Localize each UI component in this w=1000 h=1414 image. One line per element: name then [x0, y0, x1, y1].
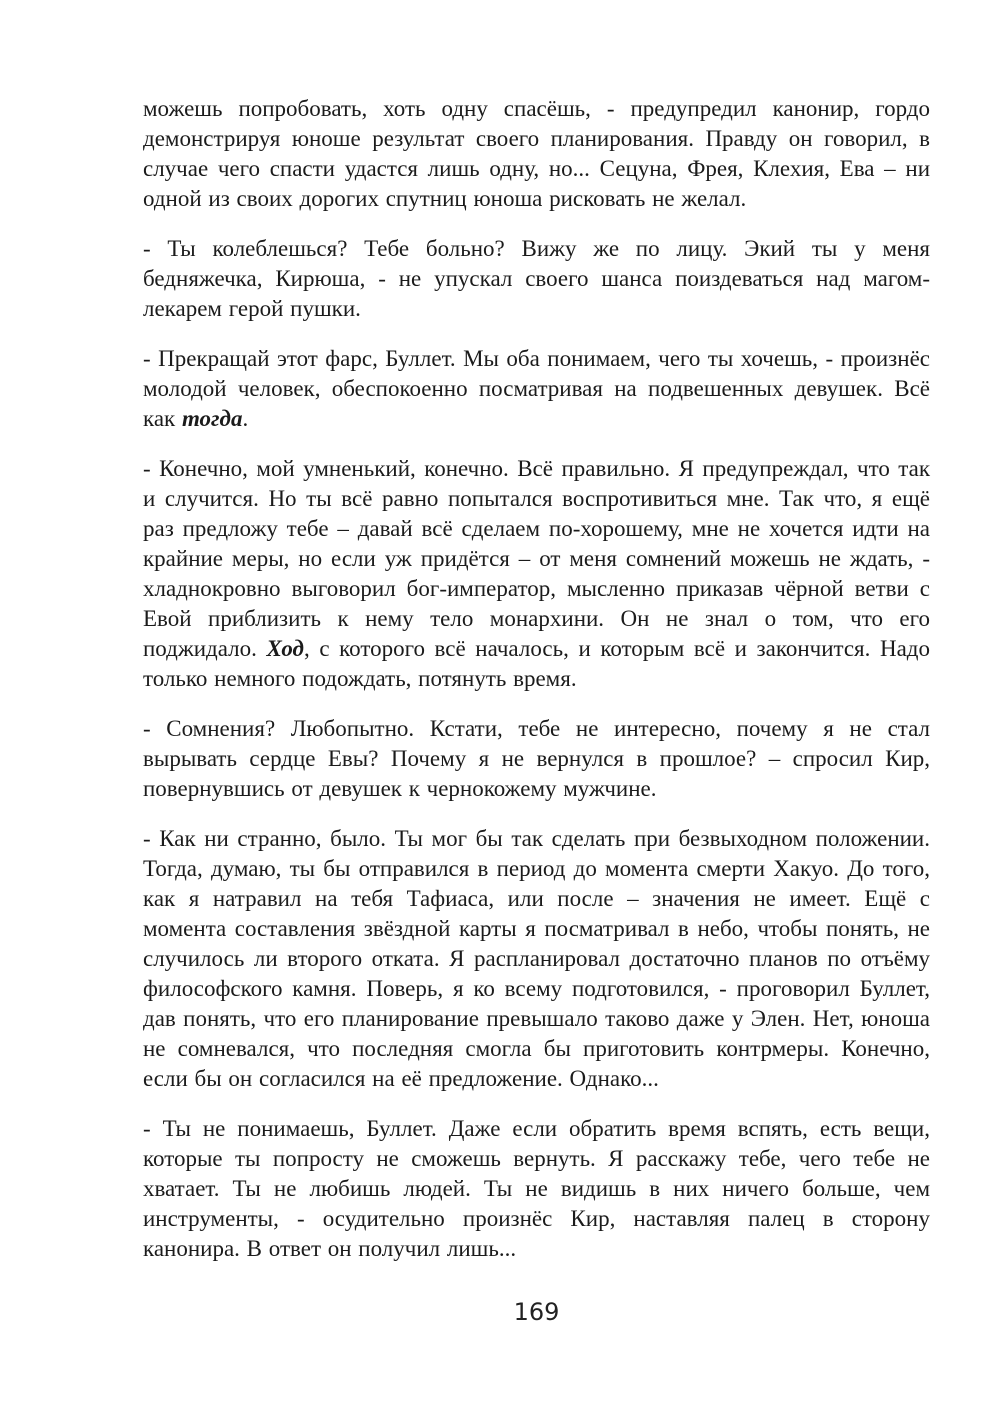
paragraph — [143, 1114, 930, 1264]
body-text: - Как ни странно, было. Ты мог бы так сделать при безвыходном положении. Тогда, думаю, ты бы отправился в период до момента смерти Хакуо. До того, как я натравил на тебя Тафиаса, или после – значения не имеет. Ещё с момента составления звёздной карты я посматривал в небо, чтобы понять, не случилось ли второго отката. Я распланировал достаточно планов по отъёму философского камня. Поверь, я ко всему подготовился, - проговорил Буллет, дав понять, что его планирование превышало таково даже у Элен. Нет, юноша не сомневался, что последняя смогла бы приготовить контрмеры. Конечно, если бы он согласился на её предложение. Однако... — [143, 826, 930, 1091]
paragraph — [143, 344, 930, 434]
body-text: - Конечно, мой умненький, конечно. Всё правильно. Я предупреждал, что так и случится. Но ты всё равно попытался воспротивиться мне. Так что, я ещё раз предложу тебе – давай всё сделаем по-хорошему, мне не хочется идти на крайние меры, но если уж придётся – от меня сомнений можешь не ждать, - хладнокровно выговорил бог-император, мысленно приказав чёрной ветви с Евой приблизить к нему тело монархини. Он не знал о том, что его поджидало. — [143, 456, 930, 661]
body-text: , с которого всё началось, и которым всё и закончится. Надо только немного подождать, потянуть время. — [143, 636, 930, 691]
body-text: можешь попробовать, хоть одну спасёшь, - предупредил канонир, гордо демонстрируя юноше результат своего планирования. Правду он говорил, в случае чего спасти удастся лишь одну, но... Сецуна, Фрея, Клехия, Ева – ни одной из своих дорогих спутниц юноша рисковать не желал. — [143, 96, 930, 211]
page-text — [143, 94, 930, 1264]
body-text: - Сомнения? Любопытно. Кстати, тебе не интересно, почему я не стал вырывать сердце Евы? Почему я не вернулся в прошлое? – спросил Кир, повернувшись от девушек к чернокожему мужчине. — [143, 716, 930, 801]
emphasis-text: Ход — [266, 636, 304, 661]
page-number: 169 — [513, 1298, 560, 1326]
body-text: - Прекращай этот фарс, Буллет. Мы оба понимаем, чего ты хочешь, - произнёс молодой человек, обеспокоенно посматривая на подвешенных девушек. Всё как — [143, 346, 930, 431]
paragraph — [143, 824, 930, 1094]
body-text: - Ты не понимаешь, Буллет. Даже если обратить время вспять, есть вещи, которые ты попросту не сможешь вернуть. Я расскажу тебе, чего тебе не хватает. Ты не любишь людей. Ты не видишь в них ничего больше, чем инструменты, - осудительно произнёс Кир, наставляя палец в сторону канонира. В ответ он получил лишь... — [143, 1116, 930, 1261]
paragraph — [143, 454, 930, 694]
paragraph — [143, 714, 930, 804]
body-text: - Ты колеблешься? Тебе больно? Вижу же по лицу. Экий ты у меня бедняжечка, Кирюша, - не упускал своего шанса поиздеваться над магом-лекарем герой пушки. — [143, 236, 930, 321]
page-footer — [143, 1298, 930, 1326]
body-text: . — [242, 406, 249, 431]
paragraph — [143, 234, 930, 324]
emphasis-text: тогда — [181, 406, 243, 431]
paragraph — [143, 94, 930, 214]
